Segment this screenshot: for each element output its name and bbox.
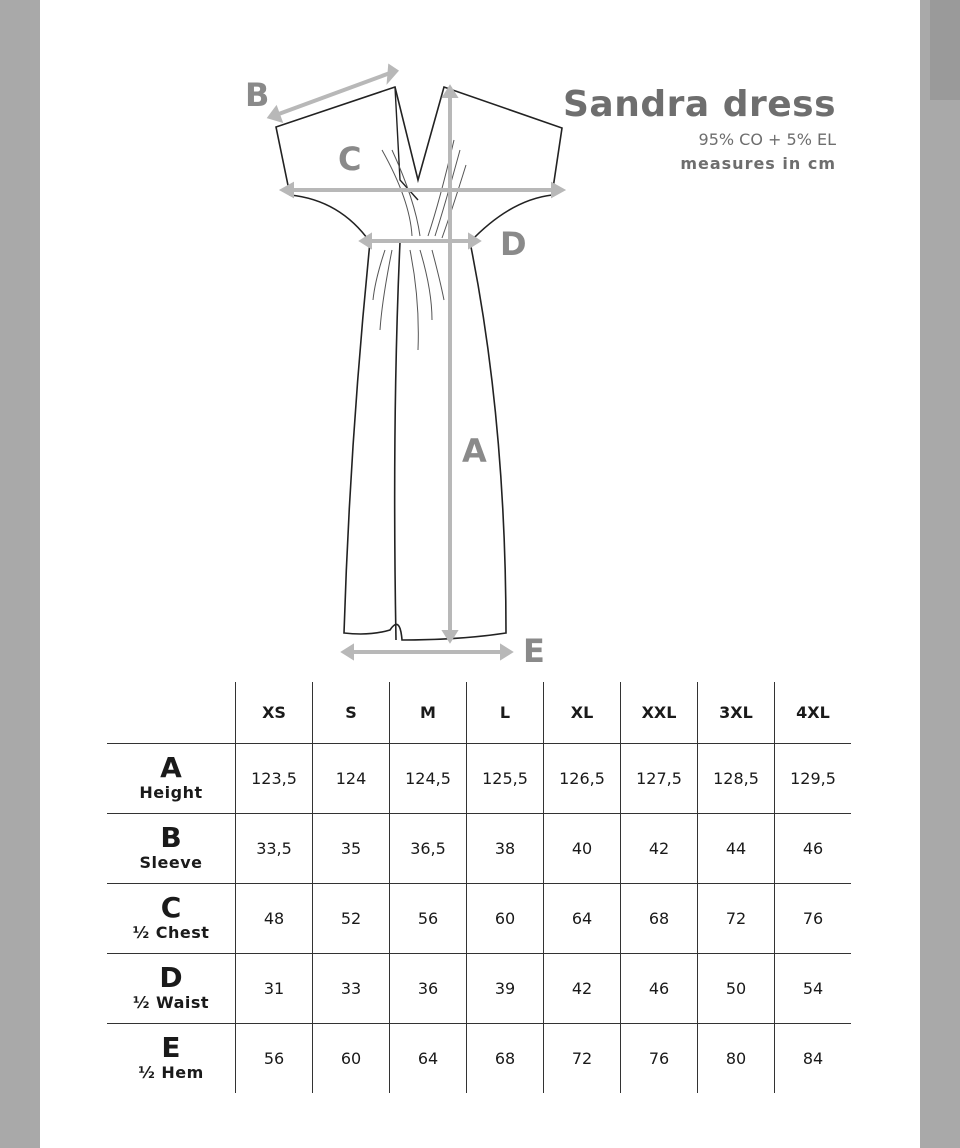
table-cell: 123,5 [236,744,313,814]
size-header: M [390,682,467,744]
measure-letter: A [160,750,182,784]
measure-letter: B [160,820,182,854]
units-note: measures in cm [680,154,836,173]
table-row [107,744,851,814]
table-cell: 31 [236,954,313,1024]
measure-letter: C [160,890,182,924]
table-cell: 36 [390,954,467,1024]
measure-letter: D [159,960,183,994]
measure-name: ½ Hem [138,1062,204,1082]
table-cell: 46 [775,814,852,884]
table-cell: 125,5 [467,744,544,814]
table-cell: 68 [467,1024,544,1094]
table-cell: 127,5 [621,744,698,814]
background-strip [930,0,960,100]
table-cell: 39 [467,954,544,1024]
table-cell: 35 [313,814,390,884]
table-cell: 44 [698,814,775,884]
measure-name: Sleeve [139,852,203,872]
table-cell: 54 [775,954,852,1024]
table-cell: 60 [313,1024,390,1094]
size-header: L [467,682,544,744]
size-header: 3XL [698,682,775,744]
row-header [107,744,236,814]
size-header: XS [236,682,313,744]
table-cell: 38 [467,814,544,884]
table-cell: 56 [390,884,467,954]
measure-letter: E [161,1030,181,1064]
label-d: D [500,225,527,263]
table-cell: 42 [544,954,621,1024]
table-cell: 76 [775,884,852,954]
table-cell: 33,5 [236,814,313,884]
label-e: E [523,632,545,670]
table-cell: 52 [313,884,390,954]
table-cell: 126,5 [544,744,621,814]
table-row [107,884,851,954]
table-cell: 42 [621,814,698,884]
row-header [107,1024,236,1094]
size-table [107,682,851,1093]
table-cell: 68 [621,884,698,954]
label-a: A [462,432,487,470]
table-cell: 128,5 [698,744,775,814]
table-cell: 76 [621,1024,698,1094]
table-cell: 48 [236,884,313,954]
row-header [107,884,236,954]
measure-name: ½ Chest [132,922,210,942]
table-cell: 84 [775,1024,852,1094]
table-cell: 50 [698,954,775,1024]
header-corner [107,682,236,744]
dress-outline [276,87,562,640]
size-chart-sheet [40,0,920,1148]
table-cell: 33 [313,954,390,1024]
row-header [107,954,236,1024]
size-header-row [107,682,851,744]
dress-diagram [40,0,920,680]
table-row [107,814,851,884]
table-cell: 64 [544,884,621,954]
table-cell: 40 [544,814,621,884]
product-title: Sandra dress [563,84,836,125]
table-cell: 129,5 [775,744,852,814]
table-cell: 46 [621,954,698,1024]
row-header [107,814,236,884]
table-cell: 80 [698,1024,775,1094]
table-cell: 64 [390,1024,467,1094]
size-header: XL [544,682,621,744]
table-cell: 36,5 [390,814,467,884]
table-cell: 72 [698,884,775,954]
fabric-composition: 95% CO + 5% EL [698,130,836,149]
table-row [107,954,851,1024]
table-cell: 124,5 [390,744,467,814]
table-cell: 124 [313,744,390,814]
table-cell: 56 [236,1024,313,1094]
measure-name: ½ Waist [132,992,210,1012]
size-header: XXL [621,682,698,744]
label-c: C [338,140,362,178]
table-cell: 60 [467,884,544,954]
measure-name: Height [139,782,203,802]
label-b: B [245,76,270,114]
table-row [107,1024,851,1094]
table-cell: 72 [544,1024,621,1094]
size-header: 4XL [775,682,852,744]
size-header: S [313,682,390,744]
